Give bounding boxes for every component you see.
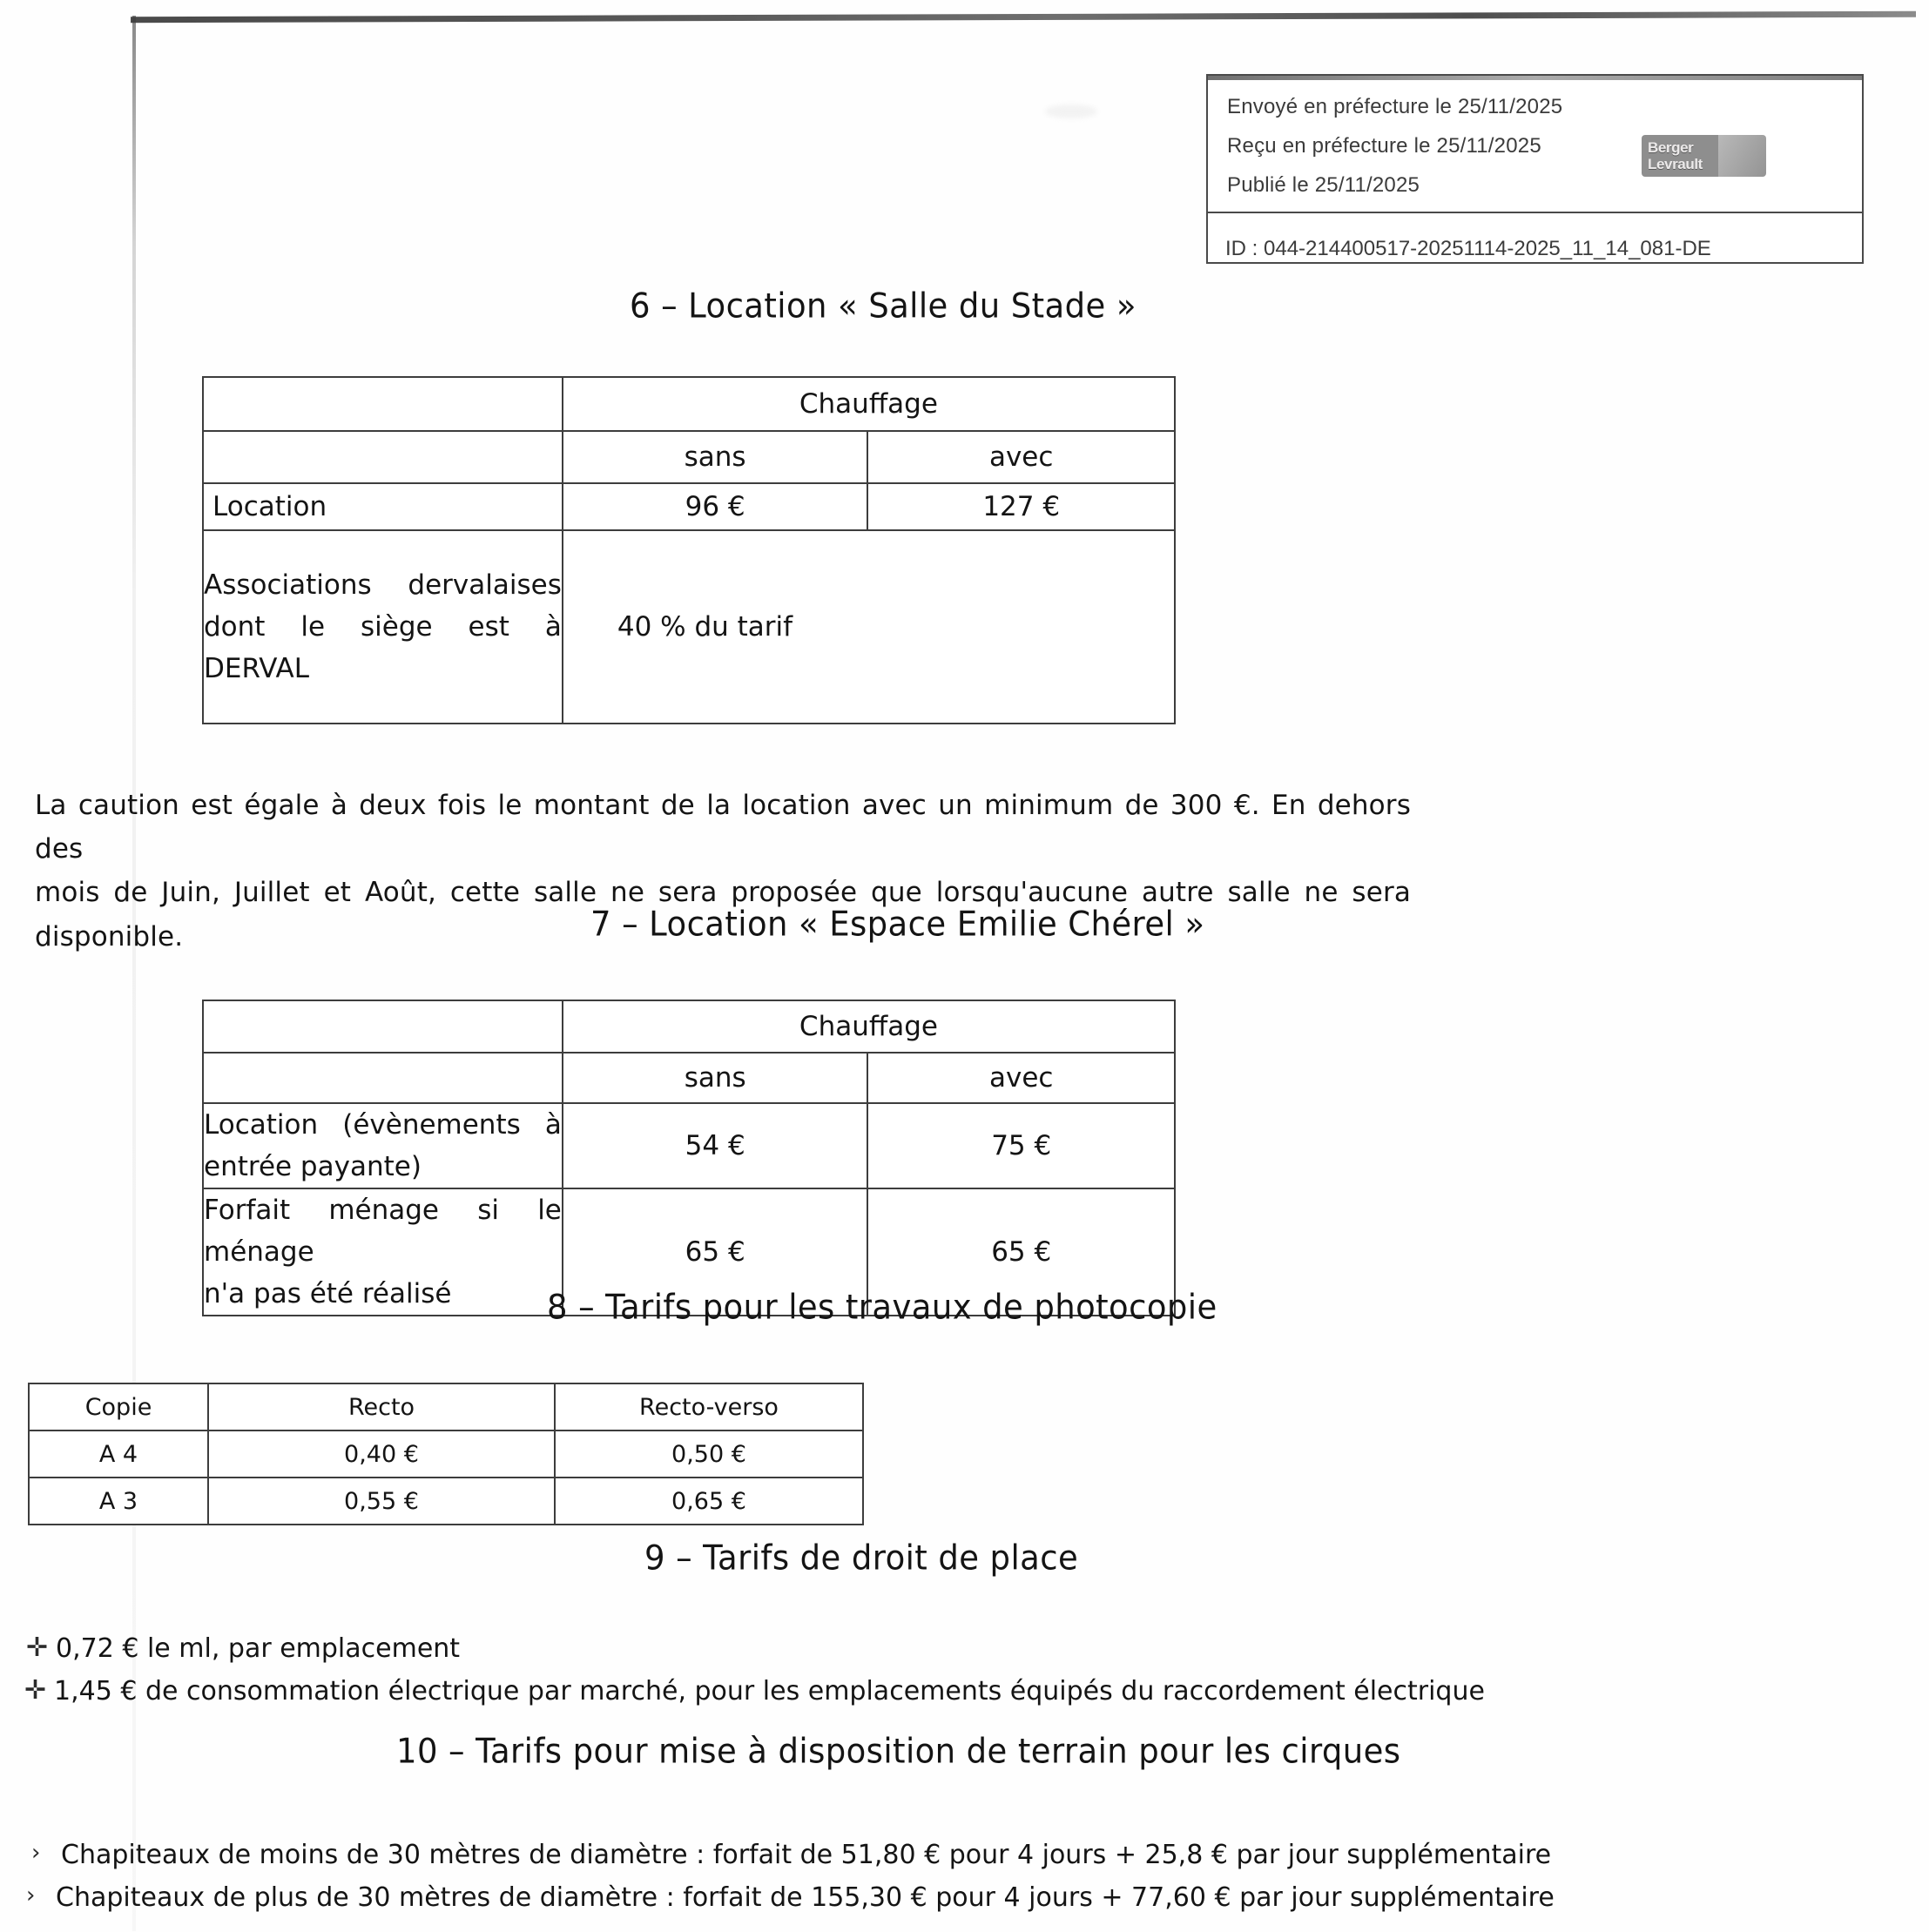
- section-7-heading: 7 – Location « Espace Emilie Chérel »: [590, 904, 1205, 945]
- cell-a3-recto: 0,55 €: [208, 1478, 555, 1525]
- list-item: [26, 1882, 1555, 1913]
- col-header-sans: sans: [563, 431, 868, 483]
- note-line-1: La caution est égale à deux fois le montant de la location avec un minimum de 300 €. En dehors des: [35, 790, 1411, 865]
- stamp-sent-line: Envoyé en préfecture le 25/11/2025: [1227, 95, 1563, 118]
- photocopie-table: [28, 1383, 864, 1525]
- row-label-line-2: n'a pas été réalisé: [204, 1278, 452, 1310]
- col-header-sans: sans: [563, 1053, 868, 1103]
- cell-location-sans: 96 €: [563, 483, 868, 530]
- table-row: [203, 1103, 1175, 1188]
- note-line-2: mois de Juin, Juillet et Août, cette salle ne sera proposée que lorsqu'aucune autre salle ne sera disponible.: [35, 877, 1411, 953]
- logo-line-2: Levrault: [1648, 156, 1703, 172]
- empty-cell: [203, 431, 563, 483]
- stamp-top-shadow: [1208, 76, 1862, 80]
- col-header-recto: Recto: [208, 1383, 555, 1430]
- cell-location-sans: 54 €: [563, 1103, 868, 1188]
- row-label-associations: [203, 530, 563, 724]
- corner-cell: [203, 377, 563, 431]
- cell-assoc-value: 40 % du tarif: [563, 530, 1175, 724]
- cross-bullet-icon: ✛: [26, 1632, 49, 1663]
- table-row: [203, 431, 1175, 483]
- cell-forfait-avec: 65 €: [867, 1188, 1175, 1316]
- cell-a4-recto-verso: 0,50 €: [555, 1430, 863, 1478]
- bullet-text: Chapiteaux de plus de 30 mètres de diamètre : forfait de 155,30 € pour 4 jours + 77,60 € par jour supplémentaire: [56, 1882, 1555, 1913]
- cell-a4-recto: 0,40 €: [208, 1430, 555, 1478]
- section-9-heading: 9 – Tarifs de droit de place: [644, 1538, 1079, 1579]
- cross-bullet-icon: ✛: [24, 1675, 47, 1706]
- bullet-text: 0,72 € le ml, par emplacement: [56, 1633, 461, 1664]
- cell-location-avec: 127 €: [867, 483, 1175, 530]
- table-row: [29, 1383, 863, 1430]
- chauffage-group-header: Chauffage: [563, 377, 1175, 431]
- table-row: [203, 530, 1175, 724]
- table-row: [29, 1478, 863, 1525]
- assoc-label-line-1: Associations dervalaises: [204, 569, 562, 601]
- cell-location-avec: 75 €: [867, 1103, 1175, 1188]
- table-row: [203, 483, 1175, 530]
- section-10-heading: 10 – Tarifs pour mise à disposition de terrain pour les cirques: [396, 1731, 1401, 1772]
- assoc-label-line-2: dont le siège est à DERVAL: [204, 610, 562, 685]
- cell-format-a4: A 4: [29, 1430, 208, 1478]
- berger-levrault-logo: [1642, 135, 1766, 177]
- stamp-id-line: ID : 044-214400517-20251114-2025_11_14_081-DE: [1225, 237, 1711, 260]
- chevron-right-bullet-icon: ›: [31, 1840, 41, 1866]
- row-label-location-evenements: [203, 1103, 563, 1188]
- col-header-avec: avec: [867, 431, 1175, 483]
- cell-forfait-sans: 65 €: [563, 1188, 868, 1316]
- espace-emilie-cherel-table: [202, 1000, 1176, 1316]
- stamp-received-line: Reçu en préfecture le 25/11/2025: [1227, 134, 1541, 158]
- row-label-line-1: Forfait ménage si le ménage: [204, 1195, 562, 1269]
- prefecture-stamp-box: [1206, 74, 1864, 213]
- logo-line-1: Berger: [1648, 139, 1694, 156]
- table-row: [29, 1430, 863, 1478]
- section-8-heading: 8 – Tarifs pour les travaux de photocopie: [547, 1287, 1217, 1328]
- logo-gloss: [1718, 135, 1766, 177]
- section-6-heading: 6 – Location « Salle du Stade »: [630, 286, 1136, 326]
- stamp-published-line: Publié le 25/11/2025: [1227, 173, 1420, 197]
- bullet-text: 1,45 € de consommation électrique par marché, pour les emplacements équipés du raccordement électrique: [54, 1676, 1485, 1706]
- col-header-recto-verso: Recto-verso: [555, 1383, 863, 1430]
- cell-format-a3: A 3: [29, 1478, 208, 1525]
- row-label-line-1: Location (évènements à: [204, 1109, 562, 1141]
- row-label-forfait-menage: [203, 1188, 563, 1316]
- list-item: [31, 1840, 1551, 1870]
- list-item: [26, 1633, 460, 1664]
- table-row: [203, 1000, 1175, 1053]
- scan-edge-top: [131, 11, 1916, 23]
- row-label-line-2: entrée payante): [204, 1151, 422, 1183]
- corner-cell: [203, 1000, 563, 1053]
- cell-a3-recto-verso: 0,65 €: [555, 1478, 863, 1525]
- table-row: [203, 377, 1175, 431]
- bullet-text: Chapiteaux de moins de 30 mètres de diamètre : forfait de 51,80 € pour 4 jours + 25,8 € par jour supplémentaire: [61, 1840, 1552, 1870]
- chauffage-group-header: Chauffage: [563, 1000, 1175, 1053]
- table-row: [203, 1053, 1175, 1103]
- salle-du-stade-table: [202, 376, 1176, 724]
- list-item: [24, 1676, 1485, 1706]
- row-label-location: Location: [203, 483, 563, 530]
- scan-smudge: [1045, 104, 1097, 118]
- col-header-avec: avec: [867, 1053, 1175, 1103]
- chevron-right-bullet-icon: ›: [26, 1882, 36, 1908]
- col-header-copie: Copie: [29, 1383, 208, 1430]
- empty-cell: [203, 1053, 563, 1103]
